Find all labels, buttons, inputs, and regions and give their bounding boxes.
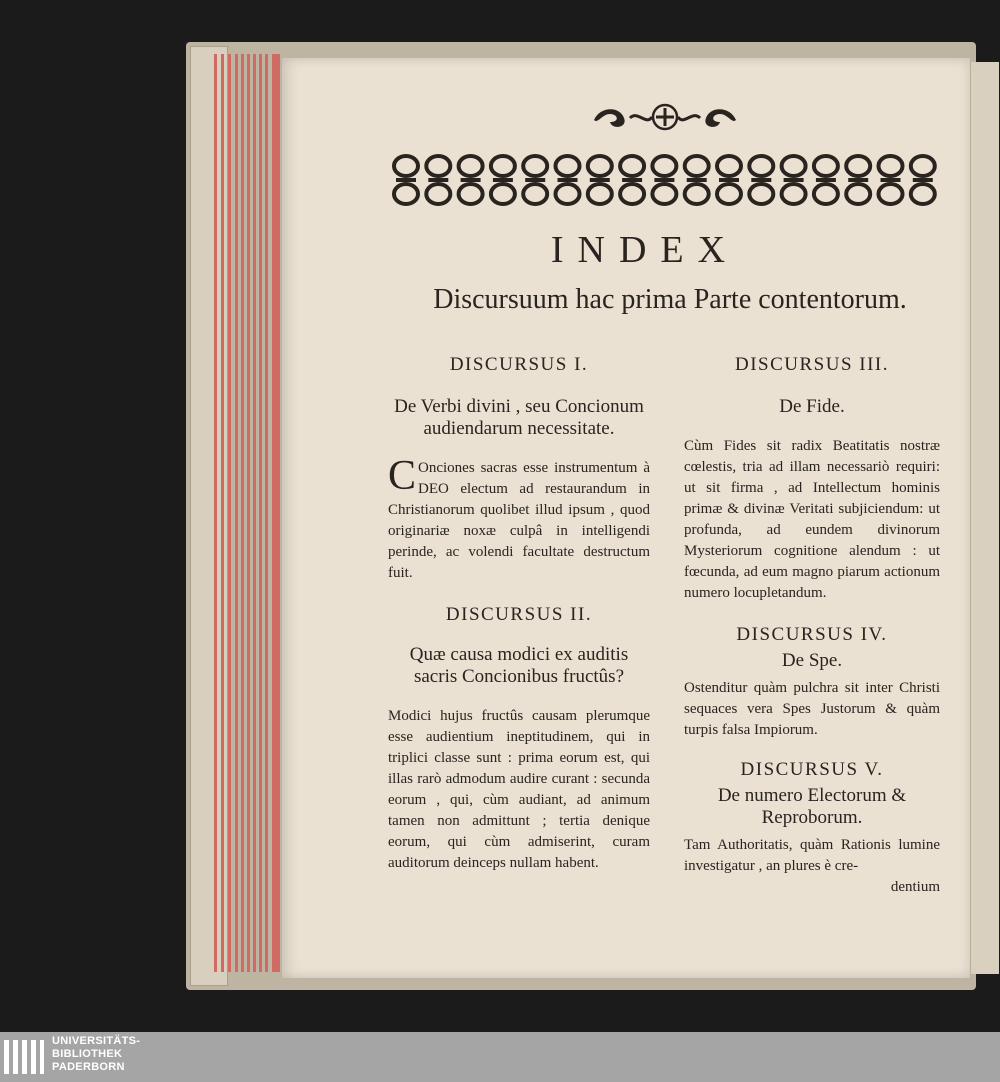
discursus-2-heading: DISCURSUS II. bbox=[445, 604, 593, 625]
discursus-1-title: De Verbi divini , seu Concionum audiendarum necessitate. bbox=[394, 396, 644, 439]
discursus-2-title: Quæ causa modici ex auditis sacris Concionibus fructûs? bbox=[409, 644, 629, 687]
library-footer bbox=[0, 1032, 1000, 1082]
discursus-5-body: Tam Authoritatis, quàm Rationis lumine investigatur , an plures è cre- bbox=[684, 837, 940, 874]
index-title: INDEX bbox=[550, 229, 740, 271]
library-logo-icon bbox=[2, 1036, 46, 1078]
catchword: dentium bbox=[890, 879, 940, 895]
discursus-4-title: De Spe. bbox=[781, 650, 843, 671]
red-page-edges bbox=[212, 54, 290, 972]
dropcap: C bbox=[388, 453, 417, 499]
discursus-2-body: Modici hujus fructûs causam plerumque esse audientium ineptitudinem, qui in triplici classe sunt : prima eorum est, qui illas rarò admodum audire curant : secunda eorum , qui, cùm audiant, ad animum tamen non admittunt ; tertia denique eorum, qui cùm admiserint, curam auditorum deinceps nullam habent. bbox=[388, 708, 650, 871]
decorative-border bbox=[388, 150, 940, 210]
next-page-edge bbox=[970, 62, 999, 974]
discursus-4-heading: DISCURSUS IV. bbox=[736, 624, 888, 645]
discursus-1-body: C Onciones sacras esse instrumentum à DEO electum ad restaurandum in Christianorum quolibet illud ipsum , quod originariæ noxæ culpâ in intelligendi perinde, ac volendi facultate destructum fuit. bbox=[388, 453, 650, 581]
discursus-3-title: De Fide. bbox=[779, 396, 845, 417]
discursus-3-heading: DISCURSUS III. bbox=[734, 354, 890, 375]
index-subtitle: Discursuum hac prima Parte contentorum. bbox=[433, 284, 907, 315]
library-name: UNIVERSITÄTS- BIBLIOTHEK PADERBORN bbox=[52, 1035, 141, 1073]
discursus-3-body: Cùm Fides sit radix Beatitatis nostræ cœlestis, tria ad illam necessariò requiri: ut sit firma , ad Intellectum hominis primæ & divinæ Veritati subjiciendum: ut profunda, ad eundem divinorum Mysteriorum cognitione alendum : ut fœcunda, ad eum magno piarum actionum numero locupletandum. bbox=[684, 438, 940, 601]
discursus-5-title: De numero Electorum & Reproborum. bbox=[717, 785, 907, 828]
discursus-1-heading: DISCURSUS I. bbox=[449, 354, 589, 375]
discursus-4-body: Ostenditur quàm pulchra sit inter Christi sequaces vera Spes Justorum & quàm turpis falsa Impiorum. bbox=[684, 680, 940, 738]
right-column bbox=[684, 354, 940, 898]
left-column bbox=[388, 354, 650, 874]
ornament-icon bbox=[590, 100, 740, 134]
discursus-5-heading: DISCURSUS V. bbox=[740, 759, 884, 780]
